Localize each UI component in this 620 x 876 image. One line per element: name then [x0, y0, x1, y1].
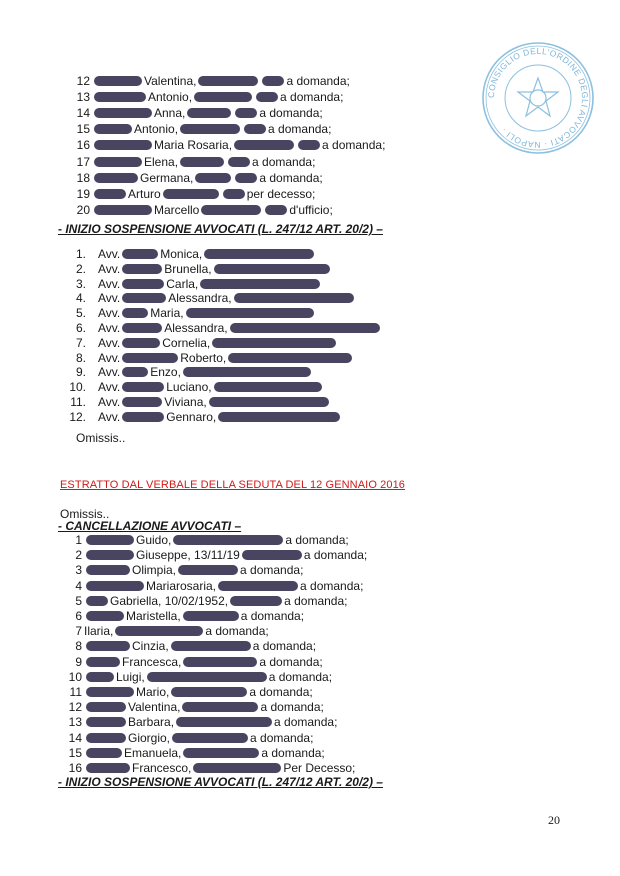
list-item [62, 380, 324, 395]
list-item [58, 670, 332, 685]
redaction-mark [86, 565, 130, 575]
redaction-mark [265, 205, 287, 215]
entry-number: 18 [76, 170, 90, 185]
redaction-mark [200, 279, 320, 289]
entry-suffix: a domanda; [286, 74, 350, 88]
entry-name: Antonio, [134, 122, 179, 137]
redaction-mark [86, 672, 114, 682]
redaction-mark [86, 763, 130, 773]
redaction-mark [228, 353, 352, 363]
seal-stamp-icon [478, 38, 598, 158]
entry-name: Viviana, [164, 395, 207, 409]
entry-name: Marcello [154, 202, 200, 217]
entry-number: 13 [68, 715, 82, 730]
redaction-mark [122, 264, 162, 274]
list-item [58, 579, 363, 594]
list-item [66, 74, 350, 89]
entry-number: 9. [75, 365, 86, 380]
redaction-mark [171, 687, 247, 697]
redaction-mark [94, 189, 126, 199]
redaction-mark [201, 205, 261, 215]
redaction-mark [122, 323, 162, 333]
entry-name: Olimpia, [132, 563, 177, 578]
entry-number: 3 [75, 563, 82, 578]
entry-prefix: Avv. [98, 380, 121, 395]
redaction-mark [86, 657, 120, 667]
list-item [62, 351, 354, 366]
entry-suffix: a domanda; [260, 700, 324, 715]
entry-number: 14 [76, 106, 90, 121]
redaction-mark [94, 173, 138, 183]
list-item [58, 746, 325, 761]
redaction-mark [122, 382, 164, 392]
redaction-mark [234, 293, 354, 303]
entry-suffix: a domanda; [322, 138, 386, 153]
redaction-mark [183, 657, 257, 667]
redaction-mark [234, 140, 294, 150]
list-item [66, 187, 315, 202]
entry-number: 4 [75, 578, 82, 593]
list-item [66, 155, 315, 170]
entry-name: Maria, [150, 306, 184, 321]
entry-number: 12 [76, 74, 90, 88]
entry-suffix: a domanda; [240, 563, 304, 578]
entry-name: Antonio, [148, 90, 193, 105]
redaction-mark [176, 717, 272, 727]
redaction-mark [235, 108, 257, 118]
redaction-mark [86, 702, 126, 712]
entry-number: 8 [75, 639, 82, 654]
omissis-text: Omissis.. [76, 431, 126, 445]
list-item [62, 336, 338, 351]
redaction-mark [195, 173, 231, 183]
entry-number: 1 [75, 533, 82, 547]
redaction-mark [86, 687, 134, 697]
entry-suffix: per decesso; [246, 186, 316, 201]
entry-name: Barbara, [128, 715, 175, 730]
omissis-text: Omissis.. [60, 507, 110, 521]
entry-number: 16 [68, 761, 82, 775]
entry-number: 12. [69, 409, 86, 424]
list-item [62, 291, 356, 306]
entry-name: Maria Rosaria, [154, 138, 233, 153]
redaction-mark [209, 397, 329, 407]
entry-name: Alessandra, [168, 291, 232, 306]
entry-number: 5. [75, 306, 86, 321]
redaction-mark [94, 157, 142, 167]
entry-name: Luciano, [166, 380, 212, 395]
list-item [62, 306, 316, 321]
redaction-mark [173, 535, 283, 545]
entry-suffix: a domanda; [259, 654, 323, 669]
entry-suffix: a domanda; [240, 609, 305, 623]
entry-name: Giorgio, [128, 730, 171, 745]
page-number: 20 [548, 813, 560, 827]
list-item [58, 761, 355, 776]
redaction-mark [94, 140, 152, 150]
redaction-mark [187, 108, 231, 118]
estratto-heading: ESTRATTO DAL VERBALE DELLA SEDUTA DEL 12 GENNAIO 2016 [60, 479, 406, 491]
entry-name: Valentina, [144, 74, 197, 88]
list-item [58, 563, 303, 578]
redaction-mark [122, 412, 164, 422]
entry-prefix: Avv. [98, 395, 121, 409]
redaction-mark [122, 397, 162, 407]
redaction-mark [86, 581, 144, 591]
entry-prefix: Avv. [98, 321, 121, 335]
list-item [62, 247, 316, 262]
redaction-mark [86, 611, 124, 621]
redaction-mark [223, 189, 245, 199]
redaction-mark [228, 157, 250, 167]
list-item [66, 203, 333, 218]
redaction-mark [218, 412, 340, 422]
redaction-mark [298, 140, 320, 150]
entry-prefix: Avv. [98, 409, 121, 424]
redaction-mark [86, 748, 122, 758]
list-item [58, 639, 316, 654]
redaction-mark [94, 92, 146, 102]
redaction-mark [86, 535, 134, 545]
entry-suffix: a domanda; [268, 669, 333, 684]
redaction-mark [122, 353, 178, 363]
entry-name: Gennaro, [166, 409, 217, 424]
entry-suffix: a domanda; [261, 745, 325, 760]
redaction-mark [86, 596, 108, 606]
list-item [58, 548, 367, 563]
entry-name: Cornelia, [162, 335, 211, 350]
entry-prefix: Avv. [98, 261, 121, 276]
redaction-mark [94, 76, 142, 86]
entry-prefix: Avv. [98, 350, 121, 365]
redaction-mark [178, 565, 238, 575]
entry-name: Giuseppe, 13/11/19 [136, 548, 240, 563]
redaction-mark [122, 293, 166, 303]
redaction-mark [122, 249, 158, 259]
entry-number: 2. [75, 261, 86, 276]
list-item [66, 171, 323, 186]
redaction-mark [212, 338, 336, 348]
entry-suffix: a domanda; [250, 730, 314, 745]
redaction-mark [198, 76, 258, 86]
entry-number: 8. [75, 350, 86, 365]
entry-name: Valentina, [128, 700, 181, 715]
entry-number: 15 [68, 745, 82, 760]
entry-prefix: Avv. [98, 291, 121, 306]
redaction-mark [86, 717, 126, 727]
list-item [66, 138, 385, 153]
entry-name: Mario, [136, 685, 170, 699]
list-item [62, 277, 322, 292]
entry-number: 7 [75, 624, 82, 639]
entry-suffix: a domanda; [268, 122, 332, 137]
entry-number: 7. [75, 335, 86, 350]
entry-suffix: a domanda; [205, 624, 269, 639]
entry-name: Brunella, [164, 261, 212, 276]
list-item [58, 609, 304, 624]
section-heading-sospensione: - INIZIO SOSPENSIONE AVVOCATI (L. 247/12 ART. 20/2) – [58, 775, 383, 789]
entry-number: 10. [69, 380, 86, 395]
entry-number: 13 [76, 90, 90, 105]
redaction-mark [94, 124, 132, 134]
entry-prefix: Avv. [98, 306, 121, 321]
entry-name: Carla, [166, 276, 199, 291]
redaction-mark [186, 308, 314, 318]
entry-suffix: a domanda; [249, 685, 313, 699]
redaction-mark [180, 157, 224, 167]
entry-number: 14 [68, 730, 82, 745]
list-item [66, 90, 343, 105]
entry-name: Luigi, [116, 669, 145, 684]
entry-prefix: Avv. [98, 335, 121, 350]
redaction-mark [182, 702, 258, 712]
entry-suffix: a domanda; [252, 639, 317, 654]
entry-prefix: Avv. [98, 247, 121, 261]
redaction-mark [163, 189, 219, 199]
entry-prefix: Avv. [98, 276, 121, 291]
redaction-mark [193, 763, 281, 773]
redaction-mark [230, 596, 282, 606]
entry-number: 20 [76, 202, 90, 217]
entry-name: Francesco, [132, 761, 192, 775]
list-item [66, 106, 323, 121]
list-item [62, 321, 382, 336]
redaction-mark [122, 367, 148, 377]
entry-name: Ilaria, [84, 624, 114, 639]
list-item [58, 655, 323, 670]
entry-name: Enzo, [150, 365, 181, 380]
redaction-mark [183, 367, 311, 377]
redaction-mark [147, 672, 267, 682]
list-item [62, 410, 342, 425]
entry-number: 2 [75, 548, 82, 563]
list-item [62, 365, 313, 380]
svg-text:CONSIGLIO DELL'ORDINE DEGLI AV: CONSIGLIO DELL'ORDINE DEGLI AVVOCATI · NAPOLI · [485, 45, 591, 151]
entry-suffix: a domanda; [285, 533, 349, 547]
entry-suffix: d'ufficio; [289, 202, 333, 217]
entry-name: Cinzia, [132, 639, 169, 654]
entry-name: Gabriella, 10/02/1952, [110, 593, 229, 608]
entry-suffix: a domanda; [303, 548, 368, 563]
entry-number: 11 [69, 685, 82, 699]
redaction-mark [230, 323, 380, 333]
redaction-mark [262, 76, 284, 86]
redaction-mark [256, 92, 278, 102]
list-item [58, 594, 347, 609]
entry-number: 6. [75, 321, 86, 335]
entry-number: 17 [76, 154, 90, 169]
redaction-mark [183, 748, 259, 758]
redaction-mark [94, 205, 152, 215]
redaction-mark [218, 581, 298, 591]
entry-number: 10 [68, 669, 82, 684]
entry-number: 3. [75, 276, 86, 291]
list-item [58, 731, 313, 746]
list-item [58, 533, 349, 548]
redaction-mark [86, 550, 134, 560]
entry-name: Elena, [144, 154, 179, 169]
list-item [58, 700, 324, 715]
entry-suffix: a domanda; [300, 578, 364, 593]
redaction-mark [171, 641, 251, 651]
redaction-mark [204, 249, 314, 259]
list-item [58, 624, 269, 639]
entry-number: 6 [75, 609, 82, 623]
redaction-mark [242, 550, 302, 560]
entry-name: Alessandra, [164, 321, 228, 335]
list-item [58, 685, 313, 700]
entry-name: Roberto, [180, 350, 227, 365]
entry-number: 1. [75, 247, 86, 261]
entry-name: Monica, [160, 247, 203, 261]
redaction-mark [122, 279, 164, 289]
redaction-mark [86, 641, 130, 651]
entry-name: Francesca, [122, 654, 182, 669]
entry-number: 15 [76, 122, 90, 137]
list-item [66, 122, 331, 137]
entry-suffix: a domanda; [280, 90, 344, 105]
redaction-mark [180, 124, 240, 134]
redaction-mark [214, 264, 330, 274]
entry-prefix: Avv. [98, 365, 121, 380]
redaction-mark [94, 108, 152, 118]
entry-name: Arturo [128, 186, 161, 201]
list-item [62, 262, 332, 277]
redaction-mark [183, 611, 239, 621]
entry-number: 12 [68, 700, 82, 715]
list-item [62, 395, 331, 410]
entry-name: Germana, [140, 170, 194, 185]
entry-number: 11. [70, 395, 86, 409]
redaction-mark [244, 124, 266, 134]
entry-suffix: a domanda; [274, 715, 338, 730]
redaction-mark [122, 308, 148, 318]
list-item [58, 715, 337, 730]
section-heading-sospensione: - INIZIO SOSPENSIONE AVVOCATI (L. 247/12 ART. 20/2) – [58, 222, 383, 236]
section-heading-cancellazione: - CANCELLAZIONE AVVOCATI – [58, 519, 242, 533]
entry-suffix: Per Decesso; [283, 761, 356, 775]
entry-number: 9 [75, 654, 82, 669]
redaction-mark [122, 338, 160, 348]
redaction-mark [115, 626, 203, 636]
entry-suffix: a domanda; [259, 170, 323, 185]
entry-suffix: a domanda; [284, 593, 348, 608]
entry-name: Maristella, [126, 609, 181, 623]
entry-number: 19 [76, 186, 90, 201]
redaction-mark [86, 733, 126, 743]
entry-name: Guido, [136, 533, 172, 547]
redaction-mark [172, 733, 248, 743]
redaction-mark [235, 173, 257, 183]
redaction-mark [214, 382, 322, 392]
redaction-mark [194, 92, 252, 102]
entry-number: 4. [75, 291, 86, 306]
entry-name: Mariarosaria, [146, 578, 217, 593]
entry-name: Anna, [154, 106, 186, 121]
entry-suffix: a domanda; [259, 106, 323, 121]
entry-number: 5 [75, 593, 82, 608]
entry-number: 16 [76, 138, 90, 153]
entry-name: Emanuela, [124, 745, 182, 760]
entry-suffix: a domanda; [252, 154, 316, 169]
